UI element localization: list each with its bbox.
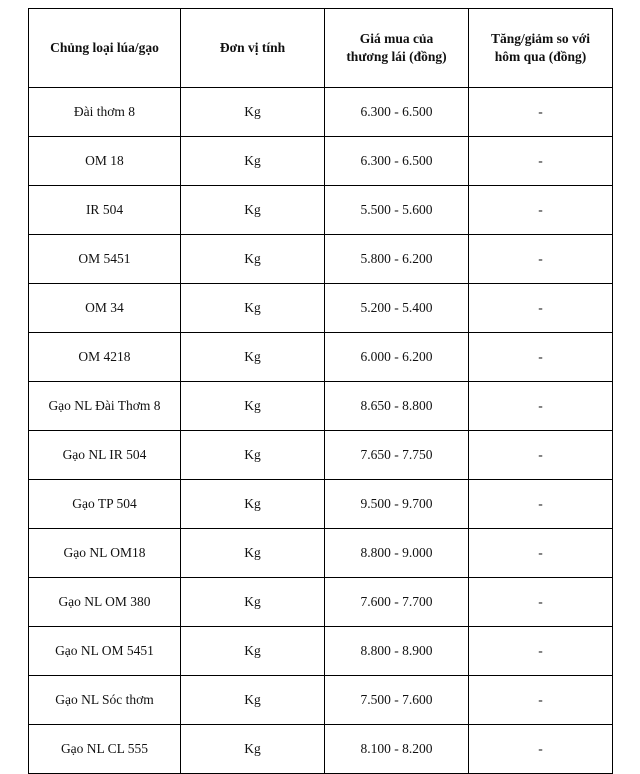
table-row [29,627,613,676]
cell-type: Gạo NL OM18 [29,529,181,578]
cell-change: - [469,627,613,676]
cell-change: - [469,578,613,627]
cell-unit: Kg [181,431,325,480]
table-row [29,578,613,627]
cell-type: Gạo TP 504 [29,480,181,529]
cell-price: 8.800 - 8.900 [325,627,469,676]
cell-change: - [469,333,613,382]
cell-type: Gạo NL OM 380 [29,578,181,627]
cell-type: OM 4218 [29,333,181,382]
column-header-unit-line1: Đơn vị tính [219,39,286,55]
table-row [29,382,613,431]
cell-price: 8.800 - 9.000 [325,529,469,578]
column-header-unit [181,9,325,88]
column-header-price-line2: thương lái (đồng) [346,49,447,64]
column-header-change-line1: Tăng/giảm so với [491,30,590,46]
cell-unit: Kg [181,627,325,676]
cell-unit: Kg [181,333,325,382]
table-row [29,88,613,137]
cell-price: 5.500 - 5.600 [325,186,469,235]
cell-change: - [469,186,613,235]
cell-unit: Kg [181,186,325,235]
cell-change: - [469,235,613,284]
cell-price: 5.200 - 5.400 [325,284,469,333]
cell-price: 7.600 - 7.700 [325,578,469,627]
cell-unit: Kg [181,235,325,284]
column-header-price-line1: Giá mua của [359,30,434,46]
cell-change: - [469,88,613,137]
cell-unit: Kg [181,284,325,333]
cell-price: 9.500 - 9.700 [325,480,469,529]
table-row [29,676,613,725]
cell-type: OM 5451 [29,235,181,284]
cell-price: 5.800 - 6.200 [325,235,469,284]
table-row [29,431,613,480]
rice-price-table [28,8,613,774]
cell-unit: Kg [181,529,325,578]
cell-type: OM 18 [29,137,181,186]
table-row [29,235,613,284]
cell-type: Gạo NL OM 5451 [29,627,181,676]
cell-price: 6.300 - 6.500 [325,88,469,137]
table-row [29,137,613,186]
cell-unit: Kg [181,382,325,431]
table-body [29,88,613,774]
cell-unit: Kg [181,676,325,725]
table-row [29,186,613,235]
cell-price: 8.650 - 8.800 [325,382,469,431]
cell-price: 7.650 - 7.750 [325,431,469,480]
cell-unit: Kg [181,88,325,137]
cell-change: - [469,284,613,333]
cell-unit: Kg [181,480,325,529]
table-header-row [29,9,613,88]
cell-change: - [469,137,613,186]
table-header [29,9,613,88]
table-row [29,529,613,578]
table-row [29,284,613,333]
cell-type: Gạo NL IR 504 [29,431,181,480]
table-row [29,333,613,382]
cell-price: 7.500 - 7.600 [325,676,469,725]
column-header-type [29,9,181,88]
cell-change: - [469,480,613,529]
cell-type: Gạo NL CL 555 [29,725,181,774]
cell-type: Gạo NL Đài Thơm 8 [29,382,181,431]
cell-unit: Kg [181,725,325,774]
cell-type: Gạo NL Sóc thơm [29,676,181,725]
cell-type: OM 34 [29,284,181,333]
cell-change: - [469,725,613,774]
cell-price: 8.100 - 8.200 [325,725,469,774]
cell-type: IR 504 [29,186,181,235]
cell-type: Đài thơm 8 [29,88,181,137]
column-header-type-line1: Chủng loại lúa/gạo [50,39,159,55]
cell-change: - [469,529,613,578]
cell-change: - [469,431,613,480]
cell-price: 6.300 - 6.500 [325,137,469,186]
column-header-price [325,9,469,88]
column-header-change [469,9,613,88]
table-row [29,480,613,529]
column-header-change-line2: hôm qua (đồng) [494,49,587,64]
table-row [29,725,613,774]
cell-change: - [469,676,613,725]
cell-change: - [469,382,613,431]
cell-price: 6.000 - 6.200 [325,333,469,382]
cell-unit: Kg [181,137,325,186]
cell-unit: Kg [181,578,325,627]
